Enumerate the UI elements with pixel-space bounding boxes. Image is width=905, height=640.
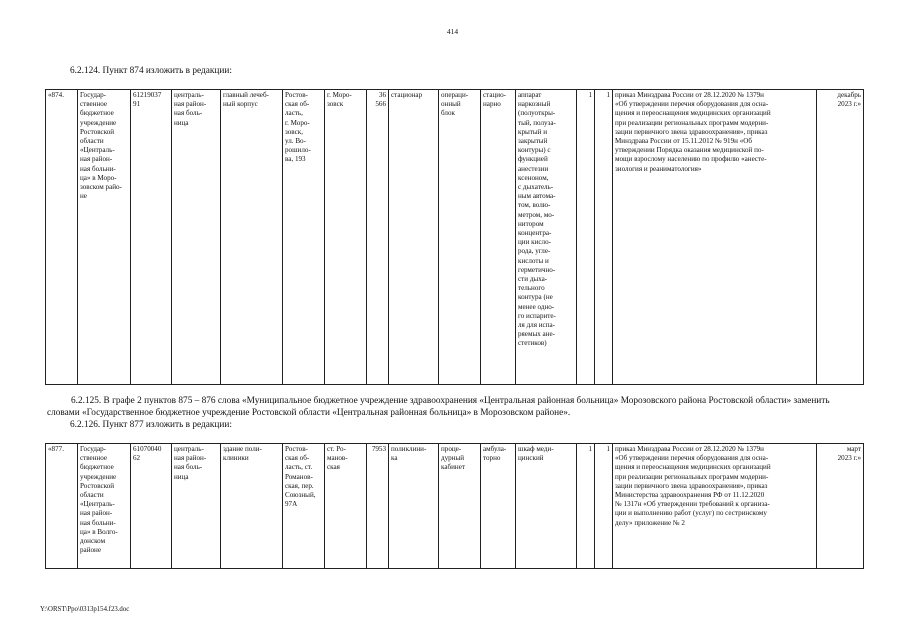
cell-care-type: стационар (389, 90, 439, 385)
cell-quantity-2: 1 (595, 444, 613, 569)
cell-care-form: амбула- торно (481, 444, 516, 569)
item-125-text: 6.2.125. В графе 2 пунктов 875 – 876 слова «Муниципальное бюджетное учреждение здравоохранения «Центральная районная больница» Морозовского района Ростовской области» заменить словами «Государственное бюджетное учреждение Ростовской области «Центральная районная больница» в Морозовском районе». (47, 396, 830, 418)
cell-building: здание поли- клиники (221, 444, 283, 569)
cell-quantity: 1 (577, 90, 595, 385)
cell-deadline: декабрь 2023 г.» (817, 90, 864, 385)
cell-code: 61070040 62 (131, 444, 172, 569)
page-number: 414 (446, 27, 459, 36)
cell-building: главный лечеб- ный корпус (221, 90, 283, 385)
cell-care-type: поликлини- ка (389, 444, 439, 569)
cell-number: «877. (46, 444, 78, 569)
cell-care-form: стацио- нарно (481, 90, 516, 385)
cell-department: операци- онный блок (439, 90, 481, 385)
file-path-footer: Y:\ORST\Ppo\0313p154.f23.doc (40, 606, 130, 613)
cell-legal-basis: приказ Минздрава России от 28.12.2020 № 1379н «Об утверждении перечня оборудования для осна- щения и переоснащения медицинских организаций при реализации региональных программ модерни- зации первичного звена здравоохранения», приказ Министерства здравоохранения РФ от 11.12.2020 № 1317н «Об утверждении требований к организа- ции и выполнению работ (услуг) по сестринскому делу» приложение № 2 (613, 444, 817, 569)
cell-population: 7953 (367, 444, 389, 569)
item-126-heading: 6.2.126. Пункт 877 изложить в редакции: (70, 420, 232, 430)
table-row (46, 90, 864, 385)
cell-institution: Государ- ственное бюджетное учреждение Ростовской области «Централь- ная район- ная больни- ца» в Моро- зовском райо- не (78, 90, 131, 385)
cell-address: Ростов- ская об- ласть, ст. Романов- ская, пер. Союзный, 97А (283, 444, 325, 569)
cell-institution: Государ- ственное бюджетное учреждение Ростовской области «Централь- ная район- ная больни- ца» в Волго- донском районе (78, 444, 131, 569)
cell-population: 36 566 (367, 90, 389, 385)
table-row (46, 444, 864, 569)
cell-address: Ростов- ская об- ласть, г. Моро- зовск, ул. Во- рошило- ва, 193 (283, 90, 325, 385)
cell-quantity: 1 (577, 444, 595, 569)
cell-locality: г. Моро- зовск (325, 90, 367, 385)
cell-department: проце- дурный кабинет (439, 444, 481, 569)
item-124-heading: 6.2.124. Пункт 874 изложить в редакции: (70, 66, 232, 76)
cell-equipment: аппарат наркозный (полуоткры- тый, полуза- крытый и закрытый контуры) с функцией анестезии ксеноном, с дыхатель- ным автома- том, волю- метром, мо- нитором концентра- ции кисло- рода, угле- кислоты и герметично- сти дыха- тельного контура (не менее одно- го испарите- ля для испа- ряемых ане- стетиков) (516, 90, 577, 385)
cell-deadline: март 2023 г.» (817, 444, 864, 569)
cell-legal-basis: приказ Минздрава России от 28.12.2020 № 1379н «Об утверждении перечня оборудования для осна- щения и переоснащения медицинских организаций при реализации региональных программ модерни- зации первичного звена здравоохранения», приказ Минздрава России от 15.11.2012 № 919н «Об утверждении Порядка оказания медицинской по- мощи взрослому населению по профилю «анесте- зиология и реаниматология» (613, 90, 817, 385)
cell-quantity-2: 1 (595, 90, 613, 385)
cell-org-type: централь- ная район- ная боль- ница (172, 90, 221, 385)
table-item-877 (45, 443, 864, 569)
cell-equipment: шкаф меди- цинский (516, 444, 577, 569)
cell-number: «874. (46, 90, 78, 385)
table-item-874 (45, 89, 864, 385)
cell-locality: ст. Ро- манов- ская (325, 444, 367, 569)
cell-org-type: централь- ная район- ная боль- ница (172, 444, 221, 569)
cell-code: 61219037 91 (131, 90, 172, 385)
